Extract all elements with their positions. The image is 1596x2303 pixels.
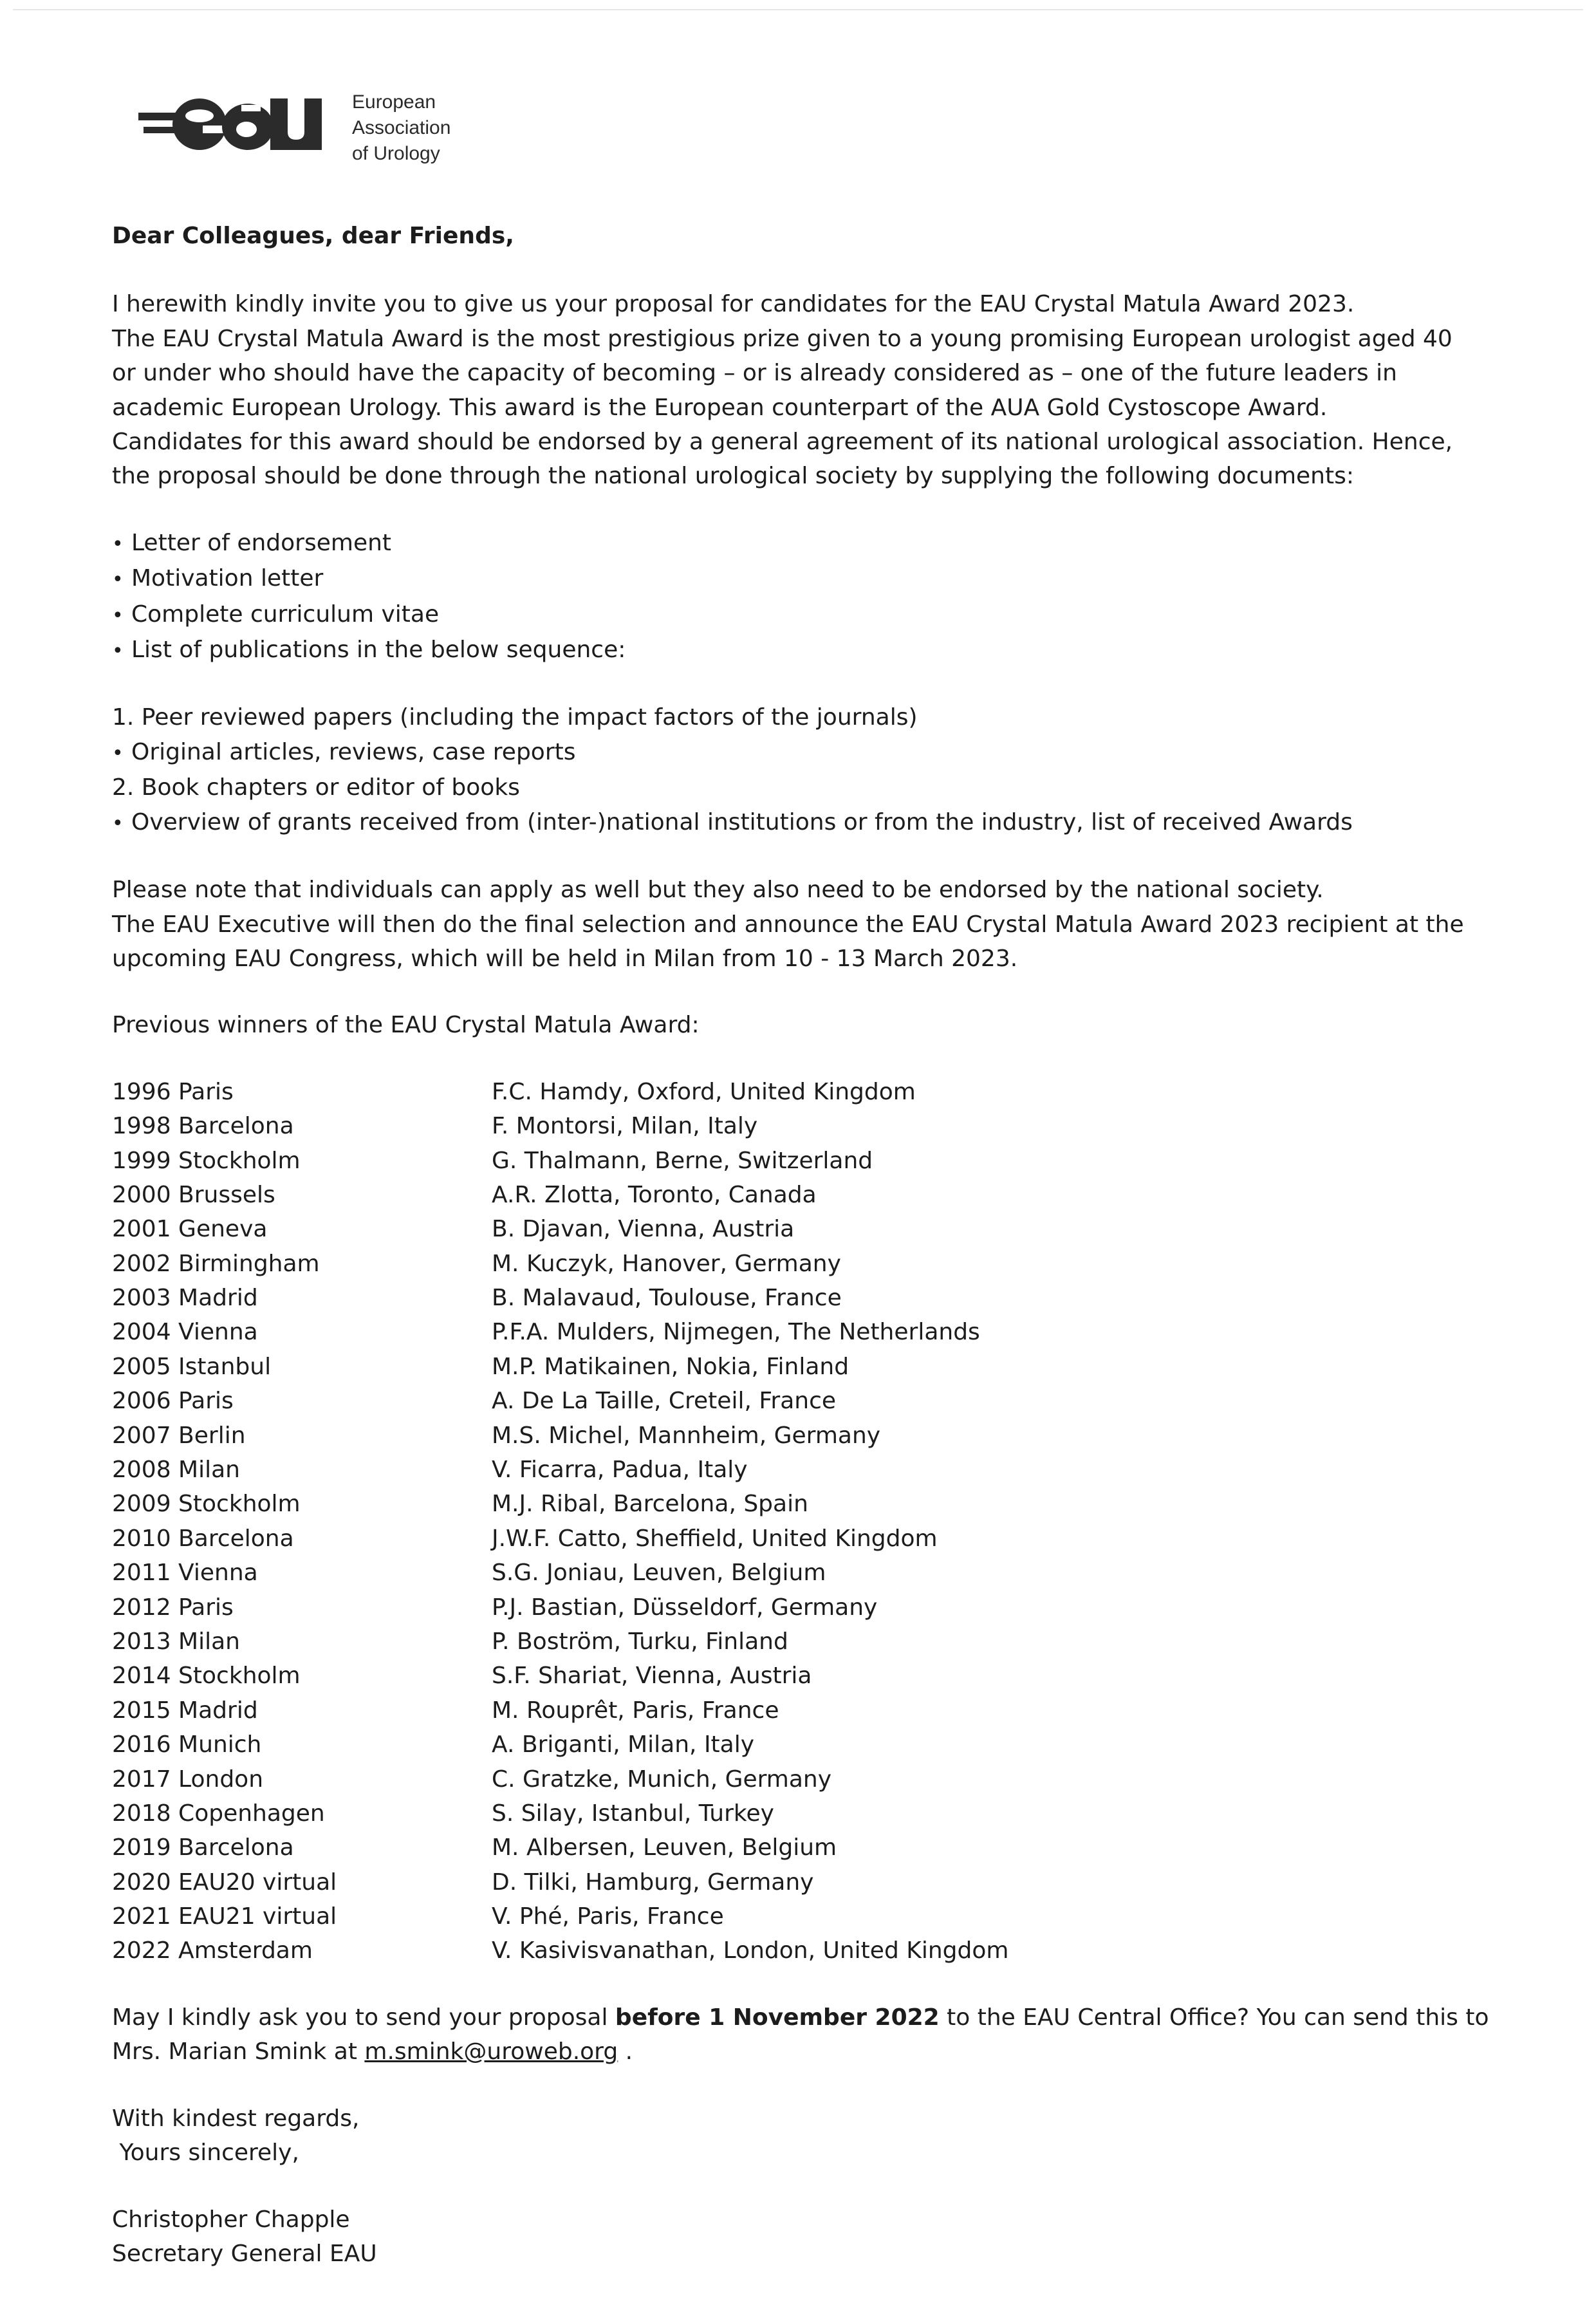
winner-year-city: 2008 Milan [112,1457,241,1484]
intro-line: or under who should have the capacity of becoming – or is already considered as – one of the future leaders in [112,360,1397,387]
winner-year-city: 2014 Stockholm [112,1663,301,1690]
winner-row [112,1899,1476,1934]
eau-logo-mark [138,87,325,164]
request-text: May I kindly ask you to send your proposal [112,2004,615,2031]
winner-name: P.J. Bastian, Düsseldorf, Germany [492,1594,878,1621]
publications-list [112,700,1476,841]
winner-row [112,1212,1476,1246]
winner-year-city: 2011 Vienna [112,1560,258,1587]
logo-line: Association [352,117,451,138]
request-line-2 [112,2035,1476,2069]
winner-row [112,1419,1476,1453]
publication-item: 2. Book chapters or editor of books [112,774,520,801]
signature [112,2203,1476,2271]
email-link[interactable]: m.smink@uroweb.org [364,2038,618,2065]
winner-year-city: 2022 Amsterdam [112,1937,313,1964]
document-item: • Motivation letter [112,561,1476,597]
closing-line: Yours sincerely, [112,2140,299,2167]
winner-name: M.J. Ribal, Barcelona, Spain [492,1491,808,1518]
winner-name: V. Kasivisvanathan, London, United Kingdom [492,1937,1009,1964]
document-item: • Letter of endorsement [112,526,1476,561]
request-paragraph [112,2000,1489,2069]
winner-row [112,1487,1476,1521]
winner-year-city: 2020 EAU20 virtual [112,1869,337,1896]
winner-name: B. Djavan, Vienna, Austria [492,1216,795,1243]
winner-name: M. Kuczyk, Hanover, Germany [492,1250,841,1277]
closing-line: With kindest regards, [112,2105,360,2132]
winner-name: J.W.F. Catto, Sheffield, United Kingdom [492,1525,938,1552]
winner-row [112,1590,1476,1625]
closing [112,2102,1476,2170]
signature-name: Christopher Chapple [112,2206,350,2233]
winner-year-city: 1998 Barcelona [112,1113,294,1140]
winner-year-city: 2001 Geneva [112,1216,268,1243]
winner-name: A. Briganti, Milan, Italy [492,1731,755,1758]
winner-year-city: 2002 Birmingham [112,1250,320,1277]
winners-list [112,1075,1476,1968]
winner-year-city: 2017 London [112,1766,264,1793]
eau-logo-text [352,89,450,167]
winner-row [112,1728,1476,1762]
winner-row [112,1109,1476,1143]
winner-year-city: 2016 Munich [112,1731,262,1758]
note-line: The EAU Executive will then do the final selection and announce the EAU Crystal Matula Award 2023 recipient at the [112,911,1464,938]
intro-paragraph [112,287,1476,493]
logo-line: European [352,91,436,113]
winner-name: S. Silay, Istanbul, Turkey [492,1800,774,1827]
winner-row [112,1384,1476,1418]
deadline: before 1 November 2022 [615,2004,940,2031]
winner-year-city: 1999 Stockholm [112,1147,301,1174]
winner-row [112,1796,1476,1831]
winner-year-city: 2003 Madrid [112,1285,258,1312]
winner-row [112,1625,1476,1659]
winner-year-city: 2019 Barcelona [112,1834,294,1861]
winner-name: C. Gratzke, Munich, Germany [492,1766,832,1793]
winners-title: Previous winners of the EAU Crystal Matula Award: [112,1012,700,1039]
winner-year-city: 2013 Milan [112,1628,241,1655]
winner-year-city: 2018 Copenhagen [112,1800,325,1827]
winner-name: M. Albersen, Leuven, Belgium [492,1834,837,1861]
winner-name: A. De La Taille, Creteil, France [492,1388,837,1415]
request-line-1 [112,2000,1489,2035]
winner-year-city: 2005 Istanbul [112,1353,272,1380]
winner-row [112,1144,1476,1178]
winner-year-city: 2010 Barcelona [112,1525,294,1552]
winner-row [112,1522,1476,1556]
winner-row [112,1281,1476,1315]
documents-list [112,526,1476,669]
eau-logo [138,87,473,171]
letter-body [112,219,1489,2303]
winner-name: F. Montorsi, Milan, Italy [492,1113,758,1140]
winner-row [112,1453,1476,1487]
request-text: Mrs. Marian Smink at [112,2038,365,2065]
document-item: • List of publications in the below sequence: [112,633,1476,668]
winner-year-city: 2006 Paris [112,1388,234,1415]
note-line: upcoming EAU Congress, which will be held in Milan from 10 - 13 March 2023. [112,945,1018,972]
winner-year-city: 2000 Brussels [112,1181,275,1208]
intro-line: academic European Urology. This award is the European counterpart of the AUA Gold Cystoscope Award. [112,394,1328,421]
winner-name: P.F.A. Mulders, Nijmegen, The Netherlands [492,1319,980,1346]
winner-row [112,1865,1476,1899]
request-text: . [618,2038,633,2065]
winner-row [112,1315,1476,1349]
intro-line: The EAU Crystal Matula Award is the most prestigious prize given to a young promising European urologist aged 40 [112,325,1452,352]
winner-row [112,1247,1476,1281]
winner-row [112,1556,1476,1590]
winner-row [112,1762,1476,1796]
publication-item: • Original articles, reviews, case reports [112,735,1476,770]
winner-name: G. Thalmann, Berne, Switzerland [492,1147,873,1174]
winner-name: B. Malavaud, Toulouse, France [492,1285,842,1312]
winner-name: D. Tilki, Hamburg, Germany [492,1869,814,1896]
winner-name: F.C. Hamdy, Oxford, United Kingdom [492,1078,916,1105]
winner-name: M.S. Michel, Mannheim, Germany [492,1422,881,1449]
winner-row [112,1659,1476,1693]
scan-edge-line [13,9,1583,10]
winner-row [112,1934,1476,1968]
winner-row [112,1693,1476,1728]
winner-year-city: 2015 Madrid [112,1697,258,1724]
note-line: Please note that individuals can apply as well but they also need to be endorsed by the national society. [112,877,1324,904]
document-item: • Complete curriculum vitae [112,597,1476,633]
winner-name: S.G. Joniau, Leuven, Belgium [492,1560,826,1587]
signature-title: Secretary General EAU [112,2240,377,2267]
winner-row [112,1075,1476,1109]
winner-name: A.R. Zlotta, Toronto, Canada [492,1181,817,1208]
publication-item: 1. Peer reviewed papers (including the impact factors of the journals) [112,704,918,731]
winner-name: M. Rouprêt, Paris, France [492,1697,779,1724]
winner-row [112,1350,1476,1384]
winner-name: S.F. Shariat, Vienna, Austria [492,1663,812,1690]
intro-line: I herewith kindly invite you to give us your proposal for candidates for the EAU Crystal Matula Award 2023. [112,291,1355,318]
request-text: to the EAU Central Office? You can send this to [939,2004,1489,2031]
logo-line: of Urology [352,143,440,164]
winner-year-city: 2007 Berlin [112,1422,246,1449]
winner-year-city: 1996 Paris [112,1078,234,1105]
winner-year-city: 2004 Vienna [112,1319,258,1346]
winner-name: M.P. Matikainen, Nokia, Finland [492,1353,849,1380]
winner-name: V. Phé, Paris, France [492,1903,724,1930]
winner-row [112,1831,1476,1865]
winner-year-city: 2021 EAU21 virtual [112,1903,337,1930]
intro-line: Candidates for this award should be endorsed by a general agreement of its national urological association. Hence, [112,429,1453,456]
winner-row [112,1178,1476,1212]
winner-name: P. Boström, Turku, Finland [492,1628,788,1655]
intro-line: the proposal should be done through the national urological society by supplying the following documents: [112,463,1354,490]
winner-year-city: 2012 Paris [112,1594,234,1621]
note-paragraph [112,873,1476,976]
greeting: Dear Colleagues, dear Friends, [112,223,514,249]
publication-item: • Overview of grants received from (inter-)national institutions or from the industry, list of received Awards [112,805,1476,841]
winner-year-city: 2009 Stockholm [112,1491,301,1518]
winner-name: V. Ficarra, Padua, Italy [492,1457,748,1484]
